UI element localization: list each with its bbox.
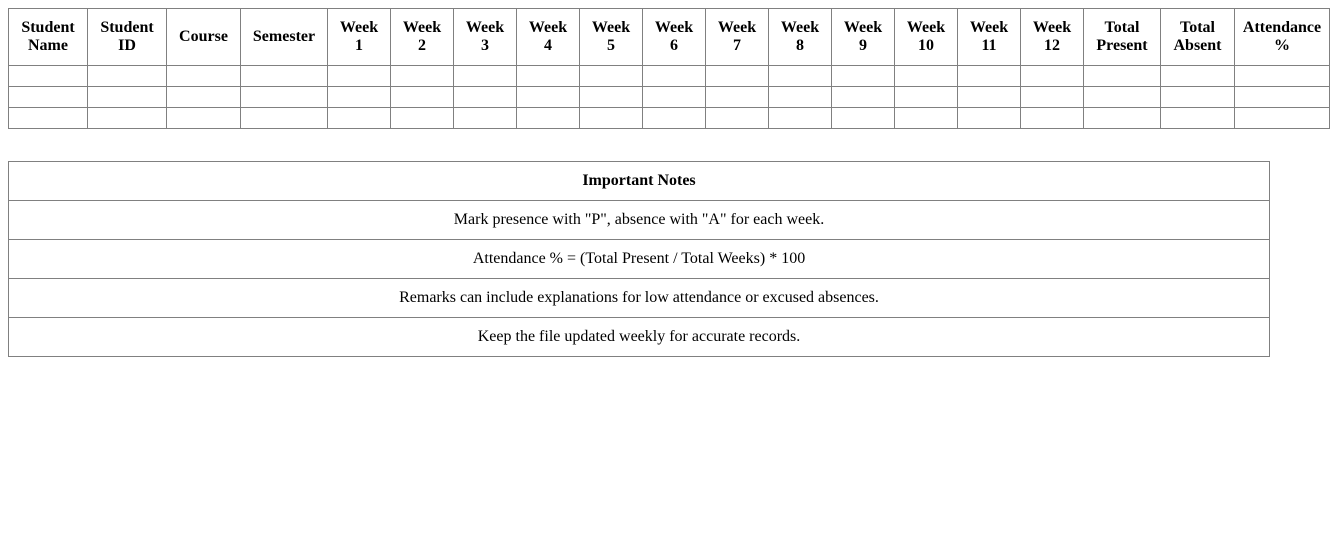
column-header xyxy=(88,9,167,66)
note-row xyxy=(9,201,1270,240)
column-header-text: Week xyxy=(465,19,505,36)
note-text: Keep the file updated weekly for accurate records. xyxy=(9,318,1270,357)
column-header-text: 12 xyxy=(1044,37,1060,54)
table-cell[interactable] xyxy=(391,87,454,108)
column-header xyxy=(958,9,1021,66)
table-cell[interactable] xyxy=(643,66,706,87)
column-header-text: 3 xyxy=(481,37,489,54)
column-header xyxy=(769,9,832,66)
table-cell[interactable] xyxy=(1084,87,1161,108)
table-cell[interactable] xyxy=(1021,87,1084,108)
table-cell[interactable] xyxy=(958,108,1021,129)
column-header xyxy=(167,9,241,66)
table-cell[interactable] xyxy=(328,66,391,87)
table-cell[interactable] xyxy=(517,108,580,129)
table-cell[interactable] xyxy=(454,108,517,129)
column-header-text: Week xyxy=(528,19,568,36)
table-cell[interactable] xyxy=(769,108,832,129)
table-cell[interactable] xyxy=(1084,108,1161,129)
table-cell[interactable] xyxy=(580,87,643,108)
table-cell[interactable] xyxy=(1021,66,1084,87)
column-header-text: 6 xyxy=(670,37,678,54)
column-header-text: Week xyxy=(843,19,883,36)
table-cell[interactable] xyxy=(769,87,832,108)
table-cell[interactable] xyxy=(1084,66,1161,87)
table-cell[interactable] xyxy=(167,66,241,87)
table-cell[interactable] xyxy=(241,66,328,87)
note-text: Attendance % = (Total Present / Total Weeks) * 100 xyxy=(9,240,1270,279)
column-header xyxy=(517,9,580,66)
column-header-text: Week xyxy=(717,19,757,36)
note-row xyxy=(9,279,1270,318)
column-header-text: 8 xyxy=(796,37,804,54)
note-text: Remarks can include explanations for low attendance or excused absences. xyxy=(9,279,1270,318)
column-header-text: Week xyxy=(339,19,379,36)
note-row xyxy=(9,240,1270,279)
column-header-text: Student xyxy=(100,19,154,36)
table-cell[interactable] xyxy=(328,108,391,129)
table-cell[interactable] xyxy=(895,66,958,87)
table-row xyxy=(9,108,1330,129)
table-cell[interactable] xyxy=(832,66,895,87)
table-cell[interactable] xyxy=(328,87,391,108)
table-cell[interactable] xyxy=(167,108,241,129)
column-header xyxy=(832,9,895,66)
column-header-text: 2 xyxy=(418,37,426,54)
table-cell[interactable] xyxy=(88,108,167,129)
table-cell[interactable] xyxy=(580,66,643,87)
notes-title: Important Notes xyxy=(9,162,1270,201)
column-header-text: Week xyxy=(591,19,631,36)
column-header-text: Total xyxy=(1104,19,1140,36)
table-cell[interactable] xyxy=(391,66,454,87)
column-header-text: Course xyxy=(179,28,228,45)
table-cell[interactable] xyxy=(1235,108,1330,129)
column-header xyxy=(391,9,454,66)
table-cell[interactable] xyxy=(706,66,769,87)
column-header xyxy=(1021,9,1084,66)
column-header-text: Week xyxy=(906,19,946,36)
column-header-text: Week xyxy=(654,19,694,36)
table-cell[interactable] xyxy=(832,108,895,129)
column-header-text: Week xyxy=(969,19,1009,36)
column-header xyxy=(1235,9,1330,66)
column-header xyxy=(1084,9,1161,66)
table-cell[interactable] xyxy=(1021,108,1084,129)
column-header xyxy=(643,9,706,66)
table-cell[interactable] xyxy=(517,87,580,108)
column-header-text: Absent xyxy=(1173,37,1222,54)
table-cell[interactable] xyxy=(769,66,832,87)
table-cell[interactable] xyxy=(706,108,769,129)
table-cell[interactable] xyxy=(88,66,167,87)
attendance-table xyxy=(8,8,1330,129)
notes-table xyxy=(8,161,1270,357)
column-header-text: Week xyxy=(402,19,442,36)
table-cell[interactable] xyxy=(1161,87,1235,108)
table-cell[interactable] xyxy=(1161,108,1235,129)
table-row xyxy=(9,87,1330,108)
column-header-text: 1 xyxy=(355,37,363,54)
notes-header-row xyxy=(9,162,1270,201)
table-cell[interactable] xyxy=(958,87,1021,108)
column-header xyxy=(580,9,643,66)
table-cell[interactable] xyxy=(517,66,580,87)
column-header-text: 4 xyxy=(544,37,552,54)
column-header xyxy=(454,9,517,66)
column-header-text: 9 xyxy=(859,37,867,54)
note-text: Mark presence with "P", absence with "A" for each week. xyxy=(9,201,1270,240)
column-header-text: Total xyxy=(1180,19,1215,36)
table-cell[interactable] xyxy=(241,108,328,129)
table-cell[interactable] xyxy=(706,87,769,108)
column-header-text: Week xyxy=(780,19,820,36)
table-cell[interactable] xyxy=(9,66,88,87)
table-cell[interactable] xyxy=(958,66,1021,87)
table-cell[interactable] xyxy=(167,87,241,108)
column-header xyxy=(1161,9,1235,66)
column-header-text: ID xyxy=(118,37,136,54)
table-cell[interactable] xyxy=(454,87,517,108)
table-row xyxy=(9,66,1330,87)
table-cell[interactable] xyxy=(454,66,517,87)
note-row xyxy=(9,318,1270,357)
column-header xyxy=(328,9,391,66)
table-cell[interactable] xyxy=(895,108,958,129)
attendance-header-row xyxy=(9,9,1330,66)
table-cell[interactable] xyxy=(88,87,167,108)
table-cell[interactable] xyxy=(1235,66,1330,87)
column-header-text: 5 xyxy=(607,37,615,54)
table-cell[interactable] xyxy=(9,108,88,129)
table-cell[interactable] xyxy=(1235,87,1330,108)
table-cell[interactable] xyxy=(9,87,88,108)
column-header xyxy=(241,9,328,66)
column-header xyxy=(9,9,88,66)
table-cell[interactable] xyxy=(1161,66,1235,87)
column-header-text: 10 xyxy=(918,37,934,54)
column-header xyxy=(706,9,769,66)
table-cell[interactable] xyxy=(832,87,895,108)
table-cell[interactable] xyxy=(643,108,706,129)
column-header-text: Semester xyxy=(252,28,316,45)
table-cell[interactable] xyxy=(241,87,328,108)
table-cell[interactable] xyxy=(643,87,706,108)
table-cell[interactable] xyxy=(895,87,958,108)
column-header-text: Present xyxy=(1096,37,1148,54)
table-cell[interactable] xyxy=(391,108,454,129)
column-header-text: Student xyxy=(21,19,75,36)
column-header-text: Attendance % xyxy=(1242,19,1322,54)
column-header-text: Name xyxy=(28,37,68,54)
table-cell[interactable] xyxy=(580,108,643,129)
column-header-text: Week xyxy=(1032,19,1072,36)
column-header xyxy=(895,9,958,66)
column-header-text: 7 xyxy=(733,37,741,54)
column-header-text: 11 xyxy=(981,37,997,54)
attendance-table-container xyxy=(8,8,1322,129)
